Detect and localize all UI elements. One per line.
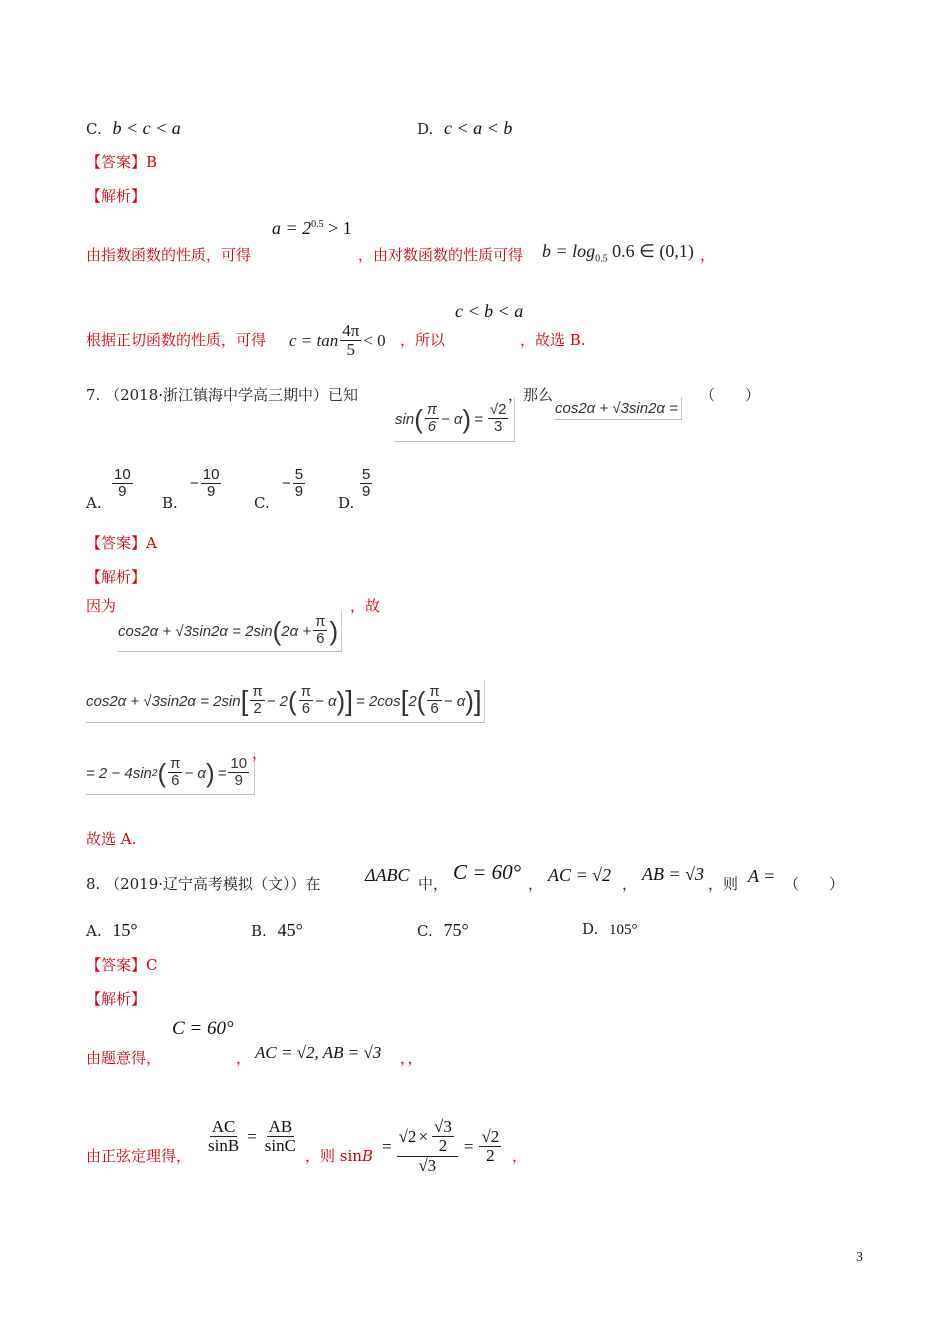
q7-option-b <box>190 467 223 500</box>
q8-then2 <box>305 1145 373 1166</box>
equals: = <box>474 410 483 428</box>
q7-option-c-label: C. <box>254 494 270 512</box>
six: 6 <box>316 630 325 648</box>
q8-stem: 8. （2019·辽宁高考模拟（文））在 <box>86 875 321 893</box>
q7-option-c <box>282 467 307 500</box>
q7-choose: 故选 A. <box>86 830 137 848</box>
q7-asked-expression: cos2α + √3sin2α = <box>555 397 682 420</box>
q8-ab: AB = √3 <box>642 864 705 884</box>
c-b-a-inequality: c < b < a <box>455 301 524 321</box>
then-sin: ，则 sin <box>305 1147 362 1165</box>
c-expr: c = tan <box>289 330 339 350</box>
q8-sine-rule: 由正弦定理得， <box>86 1147 192 1165</box>
sqrt2: √2 <box>398 1126 417 1146</box>
c-frac-num: 4π <box>342 321 360 340</box>
q8-in: 中， <box>418 875 449 893</box>
eq2-b: − 2 <box>266 692 289 710</box>
q8-option-a <box>86 920 138 941</box>
num: 5 <box>294 466 304 483</box>
ten: 10 <box>230 755 248 773</box>
b-base: 0.5 <box>595 253 608 265</box>
a-expression <box>272 218 352 239</box>
q7-sin: sin <box>395 410 415 428</box>
b-expr: b = log <box>542 241 596 261</box>
q7-answer: 【答案】A <box>86 534 157 552</box>
q8-a: A = <box>748 866 776 886</box>
analysis-label-3: 【解析】 <box>86 990 147 1008</box>
analysis-label-1: 【解析】 <box>86 187 147 205</box>
sqrt2-over-3 <box>488 402 509 435</box>
value: 15° <box>112 920 138 940</box>
q7-given-expression <box>395 397 515 442</box>
pi: π <box>429 683 440 701</box>
pi: π <box>252 683 263 701</box>
q8-triangle: ΔABC <box>365 865 410 885</box>
den: 9 <box>206 482 216 500</box>
q7-stem: 7. （2018·浙江镇海中学高三期中）已知 <box>86 386 359 404</box>
paren-close: ) <box>462 404 472 434</box>
sqrt2: √2 <box>481 1126 500 1146</box>
option-math: c < a < b <box>444 118 513 138</box>
q8-then: ，则 <box>708 875 739 893</box>
eq2-c: = 2cos <box>355 692 401 710</box>
minus-alpha: − α <box>184 764 206 782</box>
a-expr: a = 2 <box>272 218 312 238</box>
sqrt3: √3 <box>434 1117 452 1136</box>
num: 10 <box>114 466 131 483</box>
minus-alpha: − α <box>315 692 337 710</box>
ab: AB <box>268 1117 293 1136</box>
ac: AC <box>211 1117 236 1136</box>
square: 2 <box>151 767 158 779</box>
c-expression <box>289 322 386 360</box>
q8-blank: （ ） <box>784 875 845 893</box>
q8-from: 由题意得， <box>86 1049 162 1067</box>
eq1-inner: 2α + <box>281 622 312 640</box>
q8-commas: ，， <box>400 1049 423 1067</box>
six: 6 <box>430 700 439 718</box>
q8-sep3: ， <box>236 1049 252 1067</box>
six: 6 <box>427 418 437 436</box>
two: 2 <box>438 1135 448 1155</box>
q8-result: = √2 × $\frac{√3}{2}$ √3 = $\frac{√2}{2}$ <box>382 1117 500 1175</box>
option-label: D. <box>417 120 434 138</box>
value: 45° <box>277 920 303 940</box>
b: B <box>361 1147 373 1165</box>
den: 9 <box>294 482 304 500</box>
two: 2 <box>486 1145 495 1165</box>
label: A. <box>86 922 102 940</box>
q7-identity-2: cos2α + √3sin2α = 2sin [ $\frac{\pi}{2}$ − 2 ( $\frac{\pi}{6}$ − α ) ] = 2cos [ 2 ( $\frac{\pi}{6}$ − α ) ] <box>86 680 485 723</box>
label: B. <box>251 922 267 940</box>
line1-end: ， <box>700 246 716 264</box>
q7-option-a <box>110 467 135 500</box>
eq3-b: = <box>217 764 227 782</box>
q7-identity-3: = 2 − 4sin 2 ( $\frac{\pi}{6}$ − α ) = $\frac{10}{9}$ <box>86 752 255 795</box>
q7-identity-1: cos2α + √3sin2α = 2sin ( 2α + $\frac{\pi}{6}$ ) <box>118 611 342 652</box>
q7-mid: ，那么 <box>508 386 554 404</box>
q7-option-b-label: B. <box>162 494 178 512</box>
q8-option-d <box>582 920 638 939</box>
pi: π <box>426 401 437 419</box>
pi: π <box>300 683 312 701</box>
den: 9 <box>118 482 127 500</box>
sign: − <box>190 475 199 493</box>
value: 105° <box>609 922 638 938</box>
three: 3 <box>493 418 503 436</box>
a-exponent: 0.5 <box>311 219 324 230</box>
q8-sep1: ， <box>528 875 544 893</box>
b-expression <box>542 241 694 265</box>
q8-sine-equation: $\frac{AC}{\sin B}$ = $\frac{AB}{\sin C}$ <box>208 1117 296 1155</box>
two: 2 <box>253 700 262 718</box>
q7-option-a-label: A. <box>86 494 102 512</box>
q8-c-given: C = 60° <box>172 1018 234 1039</box>
label: D. <box>582 920 599 938</box>
q7-blank: （ ） <box>700 386 761 404</box>
paren-open: ( <box>414 404 423 434</box>
sinc: sinC <box>264 1135 296 1155</box>
line2-pre: 根据正切函数的性质，可得 <box>86 331 267 349</box>
label: C. <box>417 922 433 940</box>
num: 5 <box>362 466 371 483</box>
pi: π <box>315 613 326 631</box>
q8-sep2: ， <box>622 875 638 893</box>
sign: − <box>282 475 291 493</box>
q8-given-values: AC = √2, AB = √3 <box>255 1043 382 1062</box>
pi-over-6 <box>425 402 439 435</box>
b-tail: 0.6 ∈ (0,1) <box>607 241 694 261</box>
page-number: 3 <box>856 1250 863 1265</box>
big-frac <box>397 1118 458 1175</box>
q8-answer: 【答案】C <box>86 956 158 974</box>
six: 6 <box>301 700 311 718</box>
q8-option-b <box>251 920 303 941</box>
sqrt3-den: √3 <box>418 1155 437 1175</box>
option-d-prev <box>417 118 512 139</box>
line2-mid: ，所以 <box>400 331 446 349</box>
answer-prev: 【答案】B <box>86 153 158 171</box>
q8-ac: AC = √2 <box>548 865 612 885</box>
q8-option-c <box>417 920 469 941</box>
line1-mid: ，由对数函数的性质可得 <box>358 246 524 264</box>
q7-option-d-label: D. <box>338 494 355 512</box>
c-fraction <box>340 322 361 360</box>
a-tail: > 1 <box>323 218 352 238</box>
sinb: sinB <box>208 1135 240 1155</box>
den: 9 <box>362 482 371 500</box>
option-label: C. <box>86 120 102 138</box>
value: 75° <box>443 920 469 940</box>
q7-so: ，故 <box>350 597 381 615</box>
sqrt2: √2 <box>489 401 507 419</box>
num: 10 <box>202 466 220 483</box>
six: 6 <box>171 772 180 790</box>
analysis-label-2: 【解析】 <box>86 568 147 586</box>
minus-alpha: − α <box>440 410 463 428</box>
q7-comma: ， <box>252 744 268 762</box>
q7-because: 因为 <box>86 597 117 615</box>
option-c-prev <box>86 118 181 139</box>
q8-angle-c: C = 60° <box>453 860 522 884</box>
q8-end: ， <box>512 1147 528 1165</box>
times: × <box>418 1126 429 1146</box>
eq3-a: = 2 − 4sin <box>86 764 152 782</box>
line1-pre: 由指数函数的性质，可得 <box>86 246 252 264</box>
nine: 9 <box>234 772 243 790</box>
minus-alpha: − α <box>443 692 466 710</box>
eq2-a: cos2α + √3sin2α = 2sin <box>86 692 241 710</box>
pi: π <box>170 755 181 773</box>
option-math: b < c < a <box>112 118 181 138</box>
eq2-d: 2 <box>408 692 417 710</box>
q7-option-d <box>358 467 374 500</box>
c-tail: < 0 <box>363 330 386 350</box>
c-frac-den: 5 <box>346 339 356 359</box>
eq1-left: cos2α + √3sin2α = 2sin <box>118 622 273 640</box>
line2-end: ，故选 B. <box>520 331 586 349</box>
